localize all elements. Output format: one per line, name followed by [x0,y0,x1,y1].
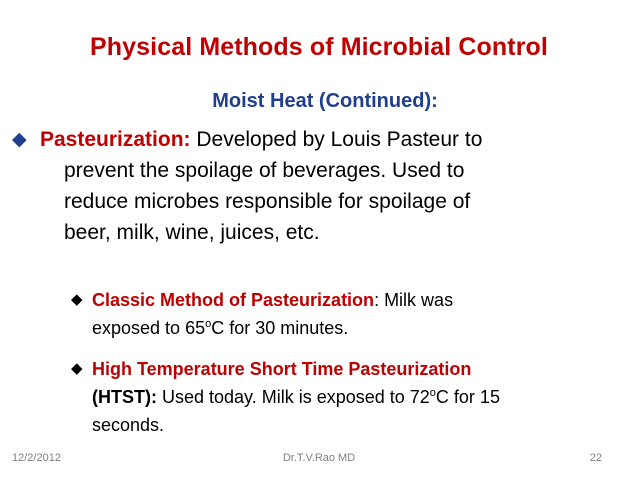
htst-abbreviation: (HTST): [92,387,157,407]
sub-bullet-htst-lead: High Temperature Short Time Pasteurization [92,359,472,379]
main-bullet-line-2: prevent the spoilage of beverages. Used to [64,159,465,182]
footer-page-number: 22 [589,452,602,464]
diamond-bullet-icon: ◆ [12,129,27,150]
footer-date: 12/2/2012 [12,452,61,464]
footer-author: Dr.T.V.Rao MD [282,452,356,464]
main-bullet-line-4: beer, milk, wine, juices, etc. [64,221,320,244]
sub-bullet-classic-line-1 [92,286,632,314]
sub-bullet-htst-text-pre: Used today. Milk is exposed to 72 [156,387,430,407]
diamond-bullet-icon: ◆ [71,360,83,377]
degree-superscript: o [429,387,436,399]
main-bullet [12,124,630,248]
degree-superscript: o [205,318,212,330]
sub-bullet-classic-line-2 [92,314,632,342]
main-bullet-line-1 [40,124,630,155]
sub-bullet-htst-line-3: seconds. [92,415,165,435]
slide-subtitle: Moist Heat (Continued): [212,90,438,112]
sub-bullet-classic-text-post: C for 30 minutes. [211,318,349,338]
sub-bullet-classic-lead: Classic Method of Pasteurization [92,290,375,310]
sub-bullet-htst-line-2 [92,383,632,411]
main-bullet-lead: Pasteurization: [40,128,191,151]
sub-bullet-htst [71,355,632,439]
sub-bullet-htst-text-post: C for 15 [435,387,500,407]
sub-bullet-htst-line-1 [92,355,632,383]
sub-bullet-classic-text: : Milk was [374,290,454,310]
slide-title: Physical Methods of Microbial Control [90,33,548,61]
sub-bullet-classic [71,286,632,342]
main-bullet-text: Developed by Louis Pasteur to [190,128,483,151]
main-bullet-line-3: reduce microbes responsible for spoilage of [64,190,471,213]
sub-bullet-classic-text-pre: exposed to 65 [92,318,206,338]
diamond-bullet-icon: ◆ [71,291,83,308]
